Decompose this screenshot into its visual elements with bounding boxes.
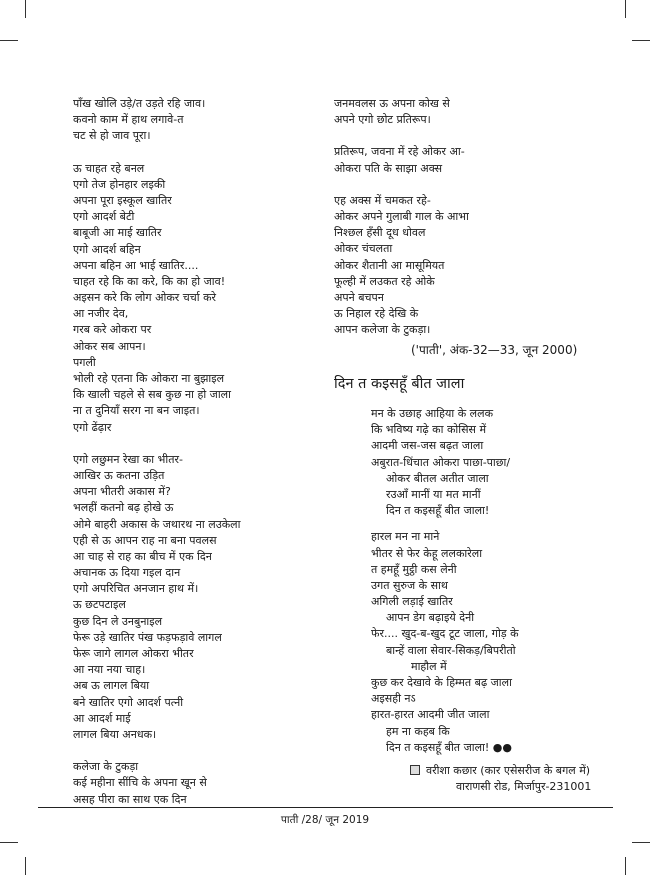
crop-mark bbox=[25, 0, 26, 18]
poem-line: आपन डेग बढ़ाइये देनी bbox=[386, 611, 475, 625]
crop-mark bbox=[625, 857, 626, 875]
poem-line: अगिली लड़ाई खातिर bbox=[371, 595, 453, 609]
poem-line: ओमे बाहरी अकास के जथारथ ना लउकेला bbox=[73, 517, 241, 531]
poem-line: हारत-हारत आदमी जीत जाला bbox=[371, 708, 490, 722]
poem-line: हारल मन ना माने bbox=[371, 530, 440, 544]
poem-line: एही से ऊ आपन राह ना बना पवलस bbox=[73, 533, 217, 547]
poem-line: ओकरा पति के साझा अक्स bbox=[334, 161, 443, 175]
right-column-poem bbox=[334, 96, 469, 338]
poem-line: अपना पूरा इस्कूल खातिर bbox=[73, 193, 172, 207]
poem-line: पगली bbox=[73, 355, 96, 369]
poem-line: कुछ दिन ले उनबुनाइल bbox=[73, 614, 163, 628]
poem-line: मन के उछाह आहिया के ललक bbox=[371, 407, 494, 420]
poem-line: कवनो काम में हाथ लगावे-त bbox=[73, 113, 184, 127]
poem-line: कि भविष्य गढ़े का कोसिस में bbox=[371, 423, 487, 437]
poem-line: आ चाह से राह का बीच में एक दिन bbox=[73, 549, 212, 563]
poem-line: एगो लछुमन रेखा का भीतर- bbox=[73, 452, 183, 466]
poem-line: एगो आदर्श बेटी bbox=[73, 210, 135, 224]
poem-line: फेरू उड़े खातिर पंख फड़फड़ावे लागल bbox=[73, 630, 222, 644]
poem-line: गरब करे ओकरा पर bbox=[73, 323, 152, 337]
poem-line: त हमहूँ मुट्ठी कस लेनी bbox=[371, 562, 457, 576]
poem-line: बान्हें वाला सेवार-सिकड़/बिपरीतो bbox=[386, 643, 516, 657]
crop-mark bbox=[632, 842, 650, 843]
second-poem bbox=[371, 406, 519, 756]
poem-line: एगो आदर्श बहिन bbox=[73, 242, 141, 256]
poem-line: भलहीं कतनो बढ़ होखे ऊ bbox=[73, 501, 174, 515]
poem-line bbox=[73, 743, 240, 759]
poem-line: माहौल में bbox=[411, 659, 447, 673]
poem-line: कलेजा के टुकड़ा bbox=[73, 760, 139, 774]
poem-line: लागल बिया अनधक। bbox=[73, 727, 157, 741]
poem-line: भीतर से फेर केहू ललकारेला bbox=[371, 546, 483, 560]
poem-line: अचानक ऊ दिया गइल दान bbox=[73, 566, 181, 580]
poem-line: अपने एगो छोट प्रतिरूप। bbox=[334, 113, 431, 127]
poem-line: दिन त कइसहूँ बीत जाला! ●● bbox=[386, 740, 512, 754]
poem-line: भोली रहे एतना कि ओकरा ना बुझाइल bbox=[73, 372, 225, 385]
poem-line: आ नजीर देव, bbox=[73, 307, 129, 321]
poem-line bbox=[73, 145, 240, 161]
poem-line: आखिर ऊ कतना उड़ित bbox=[73, 468, 165, 482]
poem-line: ऊ छटपटाइल bbox=[73, 598, 126, 612]
poem-line bbox=[334, 128, 469, 144]
author-address: वाराणसी रोड, मिर्जापुर-231001 bbox=[456, 780, 592, 793]
poem-line: फेर.... खुद-ब-खुद टूट जाला, गोड़ के bbox=[371, 627, 519, 641]
poem-line: फूल्ही में लउकत रहे ओके bbox=[334, 274, 435, 288]
poem-line bbox=[371, 519, 519, 529]
poem-line: आ नया नया चाह। bbox=[73, 663, 146, 677]
poem-line: बाबूजी आ माई खातिर bbox=[73, 226, 162, 240]
poem-line: ऊ चाहत रहे बनल bbox=[73, 161, 145, 175]
poem-line: एगो अपरिचित अनजान हाथ में। bbox=[73, 582, 199, 596]
poem-line: ओकर बीतल अतीत जाला bbox=[386, 471, 489, 485]
crop-mark bbox=[25, 857, 26, 875]
poem-line: पाँख खोलि उड़े/त उड़ते रहि जाव। bbox=[73, 97, 206, 110]
poem-line: अपने बचपन bbox=[334, 290, 384, 304]
poem-line bbox=[334, 177, 469, 193]
poem-line: असह पीरा का साथ एक दिन bbox=[73, 792, 187, 806]
poem-line: अइसही नऽ bbox=[371, 692, 416, 706]
author-block bbox=[410, 763, 590, 779]
poem-line: ना त दुनियाँ सरग ना बन जाइत। bbox=[73, 404, 200, 418]
poem-line: एगो तेज होनहार लइकी bbox=[73, 177, 166, 191]
poem-line: आपन कलेजा के टुकड़ा। bbox=[334, 323, 431, 337]
poem-line: अइसन करे कि लोग ओकर चर्चा करे bbox=[73, 291, 217, 305]
poem-title: दिन त कइसहूँ बीत जाला bbox=[334, 376, 465, 392]
poem-line: फेरू जागे लागल ओकरा भीतर bbox=[73, 647, 194, 660]
poem-line: ओकर शैतानी आ मासूमियत bbox=[334, 258, 445, 272]
checkbox-bullet-icon bbox=[410, 765, 420, 775]
page-footer: पाती /28/ जून 2019 bbox=[280, 814, 370, 826]
crop-mark bbox=[632, 40, 650, 41]
left-column-poem bbox=[73, 96, 240, 808]
poem-line: ओकर सब आपन। bbox=[73, 339, 146, 353]
poem-line: दिन त कइसहूँ बीत जाला! bbox=[386, 504, 490, 518]
crop-mark bbox=[0, 842, 18, 843]
poem-line: ऊ निहाल रहे देखि के bbox=[334, 307, 419, 321]
poem-line: उगत सुरुज के साथ bbox=[371, 578, 448, 592]
poem-line: बने खातिर एगो आदर्श पत्नी bbox=[73, 695, 184, 709]
poem-line: एगो ढेंढ़ार bbox=[73, 420, 112, 434]
poem-line: जनमवलस ऊ अपना कोख से bbox=[334, 97, 450, 110]
footer-divider bbox=[38, 807, 613, 808]
poem-line: आदमी जस-जस बढ़त जाला bbox=[371, 439, 484, 453]
poem-line: कि खाली चहले से सब कुछ ना हो जाला bbox=[73, 388, 231, 402]
crop-mark bbox=[0, 40, 18, 41]
poem-line: रउआँ मानीं या मत मानीं bbox=[386, 487, 481, 501]
citation: ('पाती', अंक-32—33, जून 2000) bbox=[411, 343, 578, 357]
poem-line: अपना बहिन आ भाई खातिर.... bbox=[73, 258, 199, 272]
poem-line: आ आदर्श माई bbox=[73, 711, 131, 725]
poem-line bbox=[73, 436, 240, 452]
poem-line: अबुरात-धिंचात ओकरा पाछा-पाछा/ bbox=[371, 455, 511, 469]
crop-mark bbox=[625, 0, 626, 18]
poem-line: निश्छल हँसी दूध धोवल bbox=[334, 226, 426, 240]
poem-line: ओकर चंचलता bbox=[334, 242, 393, 256]
poem-line: चाहत रहे कि का करे, कि का हो जाव! bbox=[73, 274, 226, 288]
poem-line: प्रतिरूप, जवना में रहे ओकर आ- bbox=[334, 145, 465, 159]
poem-line: कई महीना सींचि के अपना खून से bbox=[73, 776, 207, 790]
poem-line: चट से हो जाव पूरा। bbox=[73, 129, 151, 143]
poem-line: ओकर अपने गुलाबी गाल के आभा bbox=[334, 209, 469, 223]
poem-line: अब ऊ लागल बिया bbox=[73, 679, 150, 693]
poem-line: कुछ कर देखावे के हिम्मत बढ़ जाला bbox=[371, 676, 512, 689]
author-name: वरीशा कछार (कार एसेसरीज के बगल में) bbox=[426, 764, 591, 777]
poem-line: अपना भीतरी अकास में? bbox=[73, 485, 171, 499]
poem-line: हम ना कहब कि bbox=[386, 724, 450, 738]
poem-line: एह अक्स में चमकत रहे- bbox=[334, 193, 431, 207]
